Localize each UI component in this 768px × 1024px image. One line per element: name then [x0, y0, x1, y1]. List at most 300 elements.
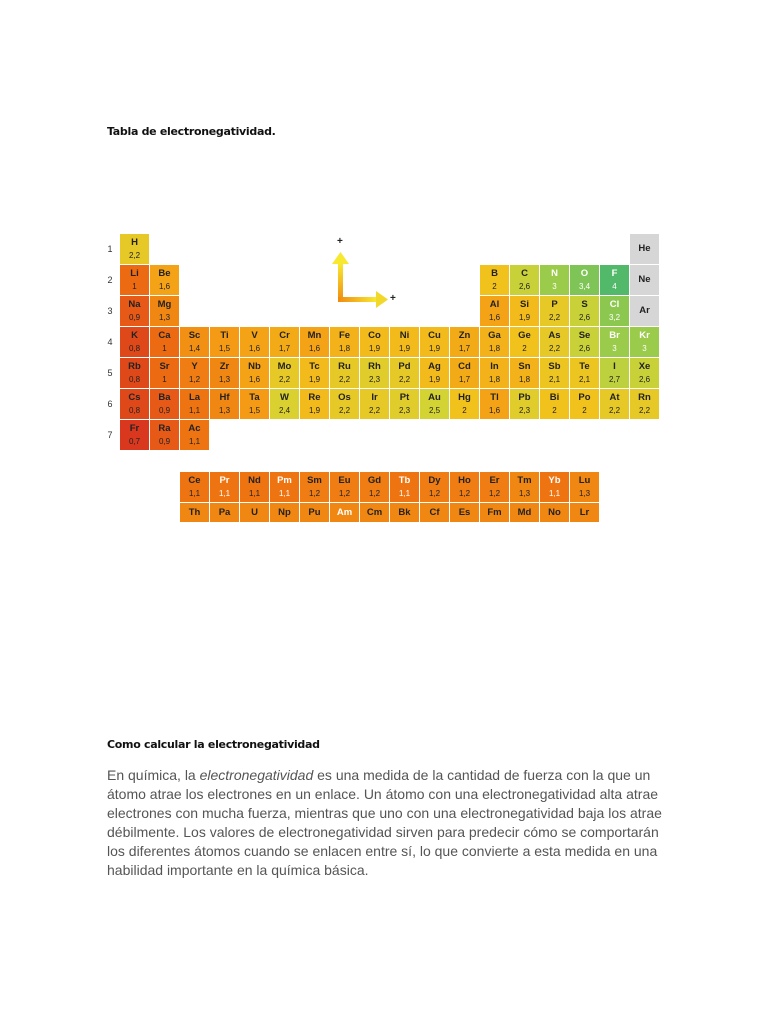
element-cell-fe [330, 327, 359, 357]
electronegativity-value: 1,9 [308, 406, 321, 415]
element-symbol: Fe [338, 330, 351, 341]
electronegativity-value: 1,6 [248, 375, 261, 384]
element-symbol: Co [368, 330, 381, 341]
element-symbol: Es [458, 507, 471, 518]
electronegativity-value: 2,6 [578, 344, 591, 353]
element-symbol: Fr [129, 423, 140, 434]
electronegativity-value: 1,8 [488, 344, 501, 353]
electronegativity-value: 1,3 [218, 406, 231, 415]
electronegativity-value: 2 [462, 406, 467, 415]
element-cell-co [360, 327, 389, 357]
electronegativity-value: 1,1 [188, 489, 201, 498]
element-symbol: Ca [158, 330, 171, 341]
element-symbol: Hg [458, 392, 471, 403]
element-cell-ni [390, 327, 419, 357]
right-plus-label: + [390, 293, 396, 304]
element-symbol: Pb [518, 392, 531, 403]
element-symbol: Ra [158, 423, 171, 434]
element-cell-ge [510, 327, 539, 357]
element-cell-sb [540, 358, 569, 388]
element-cell-br [600, 327, 629, 357]
element-cell-in [480, 358, 509, 388]
element-symbol: Gd [367, 475, 382, 486]
electronegativity-value: 1,6 [308, 344, 321, 353]
element-cell-hg [450, 389, 479, 419]
element-cell-u [240, 503, 269, 522]
page-title: Tabla de electronegatividad. [107, 125, 276, 138]
electronegativity-value: 1,1 [218, 489, 231, 498]
electronegativity-value: 1,1 [188, 437, 201, 446]
element-cell-cm [360, 503, 389, 522]
element-cell-y [180, 358, 209, 388]
element-symbol: Li [130, 268, 139, 279]
element-symbol: Sb [548, 361, 561, 372]
element-symbol: La [188, 392, 201, 403]
element-symbol: P [551, 299, 558, 310]
element-symbol: Cu [428, 330, 441, 341]
element-symbol: Md [517, 507, 532, 518]
element-cell-be [150, 265, 179, 295]
element-symbol: Cl [609, 299, 620, 310]
element-symbol: Eu [338, 475, 351, 486]
element-cell-ce [180, 472, 209, 502]
electronegativity-value: 2,3 [518, 406, 531, 415]
electronegativity-value: 1,1 [248, 489, 261, 498]
element-symbol: Be [158, 268, 171, 279]
electronegativity-value: 1,9 [308, 375, 321, 384]
element-cell-o [570, 265, 599, 295]
element-symbol: Ta [249, 392, 260, 403]
element-cell-xe [630, 358, 659, 388]
element-cell-ga [480, 327, 509, 357]
element-cell-np [270, 503, 299, 522]
element-symbol: At [609, 392, 620, 403]
period-label: 7 [107, 430, 113, 440]
element-cell-ru [330, 358, 359, 388]
electronegativity-value: 3,2 [608, 313, 621, 322]
element-symbol: Zr [219, 361, 230, 372]
electronegativity-value: 1,6 [158, 282, 171, 291]
electronegativity-value: 2,2 [548, 313, 561, 322]
electronegativity-value: 1,7 [458, 344, 471, 353]
element-symbol: Rh [368, 361, 381, 372]
electronegativity-value: 2,2 [338, 375, 351, 384]
period-label: 1 [107, 244, 113, 254]
element-cell-bk [390, 503, 419, 522]
element-cell-na [120, 296, 149, 326]
electronegativity-value: 1,9 [428, 375, 441, 384]
element-symbol: O [580, 268, 589, 279]
element-cell-ba [150, 389, 179, 419]
element-symbol: Ce [188, 475, 201, 486]
electronegativity-value: 2,6 [518, 282, 531, 291]
element-symbol: Cm [366, 507, 383, 518]
element-cell-sn [510, 358, 539, 388]
element-symbol: Fm [487, 507, 502, 518]
element-symbol: Pt [399, 392, 410, 403]
electronegativity-value: 1,2 [488, 489, 501, 498]
element-symbol: Ba [158, 392, 171, 403]
electronegativity-value: 2,2 [128, 251, 141, 260]
element-cell-au [420, 389, 449, 419]
electronegativity-value: 1 [162, 344, 167, 353]
period-label: 4 [107, 337, 113, 347]
element-cell-rb [120, 358, 149, 388]
element-cell-lu [570, 472, 599, 502]
element-cell-he [630, 234, 659, 264]
electronegativity-value: 1,5 [248, 406, 261, 415]
element-cell-zr [210, 358, 239, 388]
element-cell-tb [390, 472, 419, 502]
element-cell-zn [450, 327, 479, 357]
element-symbol: Rn [638, 392, 651, 403]
element-cell-cl [600, 296, 629, 326]
element-symbol: N [551, 268, 558, 279]
element-symbol: As [548, 330, 561, 341]
element-cell-er [480, 472, 509, 502]
element-symbol: Zn [458, 330, 471, 341]
element-symbol: Pu [308, 507, 321, 518]
element-symbol: Sn [518, 361, 531, 372]
section-heading: Como calcular la electronegatividad [107, 738, 320, 751]
paragraph-emphasis: electronegatividad [199, 767, 314, 783]
element-cell-rh [360, 358, 389, 388]
element-symbol: Tc [309, 361, 320, 372]
electronegativity-value: 2,2 [398, 375, 411, 384]
period-label: 6 [107, 399, 113, 409]
electronegativity-value: 1,2 [188, 375, 201, 384]
electronegativity-value: 1,1 [398, 489, 411, 498]
element-cell-mg [150, 296, 179, 326]
element-symbol: Mn [307, 330, 322, 341]
electronegativity-value: 1,7 [458, 375, 471, 384]
element-symbol: Cd [458, 361, 471, 372]
element-symbol: I [613, 361, 616, 372]
element-symbol: Ar [639, 305, 650, 316]
element-cell-sr [150, 358, 179, 388]
element-cell-te [570, 358, 599, 388]
electronegativity-value: 1,3 [218, 375, 231, 384]
element-symbol: Tm [517, 475, 532, 486]
element-symbol: S [581, 299, 588, 310]
element-cell-sc [180, 327, 209, 357]
element-symbol: Nd [248, 475, 261, 486]
element-symbol: Mg [157, 299, 172, 310]
electronegativity-value: 1,2 [308, 489, 321, 498]
body-paragraph [107, 766, 667, 880]
element-cell-tm [510, 472, 539, 502]
period-label: 2 [107, 275, 113, 285]
element-cell-at [600, 389, 629, 419]
element-symbol: Pa [218, 507, 231, 518]
element-symbol: U [251, 507, 258, 518]
electronegativity-value: 1 [162, 375, 167, 384]
element-symbol: Po [578, 392, 591, 403]
electronegativity-value: 0,8 [128, 375, 141, 384]
element-cell-pr [210, 472, 239, 502]
element-symbol: Ag [428, 361, 441, 372]
element-cell-ti [210, 327, 239, 357]
element-symbol: Cf [429, 507, 440, 518]
up-plus-label: + [337, 236, 343, 247]
electronegativity-value: 3 [642, 344, 647, 353]
electronegativity-value: 1,2 [338, 489, 351, 498]
element-symbol: Ho [458, 475, 471, 486]
electronegativity-value: 1,9 [398, 344, 411, 353]
element-cell-w [270, 389, 299, 419]
electronegativity-value: 2,1 [578, 375, 591, 384]
element-cell-ra [150, 420, 179, 450]
element-symbol: Kr [639, 330, 650, 341]
electronegativity-value: 3 [612, 344, 617, 353]
element-symbol: H [131, 237, 138, 248]
period-label: 5 [107, 368, 113, 378]
electronegativity-value: 2 [582, 406, 587, 415]
element-symbol: Ne [638, 274, 651, 285]
element-symbol: B [491, 268, 498, 279]
electronegativity-value: 1,8 [338, 344, 351, 353]
electronegativity-value: 1,5 [218, 344, 231, 353]
element-symbol: Sc [188, 330, 201, 341]
element-symbol: Bk [398, 507, 411, 518]
electronegativity-value: 0,8 [128, 344, 141, 353]
element-cell-se [570, 327, 599, 357]
element-cell-rn [630, 389, 659, 419]
element-cell-i [600, 358, 629, 388]
element-symbol: Se [578, 330, 591, 341]
electronegativity-value: 1,4 [188, 344, 201, 353]
element-symbol: Rb [128, 361, 141, 372]
electronegativity-value: 1,8 [518, 375, 531, 384]
electronegativity-value: 2,2 [278, 375, 291, 384]
element-symbol: Re [308, 392, 321, 403]
element-symbol: Ir [371, 392, 378, 403]
element-symbol: F [611, 268, 618, 279]
element-symbol: Ti [220, 330, 229, 341]
element-cell-ac [180, 420, 209, 450]
element-cell-al [480, 296, 509, 326]
element-symbol: Ga [488, 330, 501, 341]
element-symbol: Ac [188, 423, 201, 434]
element-cell-pt [390, 389, 419, 419]
electronegativity-value: 2 [492, 282, 497, 291]
element-cell-b [480, 265, 509, 295]
electronegativity-value: 1,3 [578, 489, 591, 498]
electronegativity-value: 1 [132, 282, 137, 291]
electronegativity-value: 1,7 [278, 344, 291, 353]
electronegativity-value: 1,2 [368, 489, 381, 498]
electronegativity-value: 2,3 [398, 406, 411, 415]
electronegativity-value: 1,1 [278, 489, 291, 498]
electronegativity-value: 2,2 [338, 406, 351, 415]
element-cell-pa [210, 503, 239, 522]
element-cell-li [120, 265, 149, 295]
element-symbol: Pr [219, 475, 230, 486]
element-cell-md [510, 503, 539, 522]
element-cell-lr [570, 503, 599, 522]
element-symbol: Er [489, 475, 500, 486]
element-cell-cr [270, 327, 299, 357]
element-symbol: Au [428, 392, 441, 403]
element-cell-am [330, 503, 359, 522]
element-symbol: Mo [277, 361, 292, 372]
element-symbol: Sr [159, 361, 170, 372]
electronegativity-value: 2,6 [578, 313, 591, 322]
trend-arrows [328, 236, 408, 316]
electronegativity-value: 2,4 [278, 406, 291, 415]
electronegativity-value: 1,2 [458, 489, 471, 498]
element-symbol: K [131, 330, 138, 341]
element-symbol: Lu [578, 475, 591, 486]
electronegativity-value: 1,1 [188, 406, 201, 415]
electronegativity-value: 1,6 [488, 406, 501, 415]
element-symbol: Xe [638, 361, 651, 372]
element-cell-ag [420, 358, 449, 388]
electronegativity-value: 2,7 [608, 375, 621, 384]
element-symbol: Si [520, 299, 529, 310]
element-cell-es [450, 503, 479, 522]
electronegativity-value: 0,8 [128, 406, 141, 415]
electronegativity-value: 0,9 [128, 313, 141, 322]
element-symbol: Cs [128, 392, 141, 403]
element-cell-tc [300, 358, 329, 388]
element-symbol: Hf [219, 392, 230, 403]
element-cell-v [240, 327, 269, 357]
electronegativity-value: 1,9 [428, 344, 441, 353]
element-cell-no [540, 503, 569, 522]
element-cell-pd [390, 358, 419, 388]
electronegativity-value: 2 [522, 344, 527, 353]
element-cell-p [540, 296, 569, 326]
element-cell-ta [240, 389, 269, 419]
element-cell-k [120, 327, 149, 357]
electronegativity-value: 2,1 [548, 375, 561, 384]
element-cell-nd [240, 472, 269, 502]
element-cell-gd [360, 472, 389, 502]
element-symbol: Na [128, 299, 141, 310]
element-symbol: Np [278, 507, 291, 518]
element-cell-ir [360, 389, 389, 419]
element-cell-as [540, 327, 569, 357]
electronegativity-value: 1,6 [488, 313, 501, 322]
element-cell-sm [300, 472, 329, 502]
element-cell-h [120, 234, 149, 264]
electronegativity-value: 2,6 [638, 375, 651, 384]
element-symbol: Tl [490, 392, 499, 403]
trend-arrows-icon [328, 236, 408, 316]
element-cell-bi [540, 389, 569, 419]
electronegativity-value: 1,8 [488, 375, 501, 384]
electronegativity-value: 1,3 [158, 313, 171, 322]
electronegativity-value: 2,2 [608, 406, 621, 415]
element-cell-cd [450, 358, 479, 388]
electronegativity-value: 0,7 [128, 437, 141, 446]
element-cell-eu [330, 472, 359, 502]
element-cell-s [570, 296, 599, 326]
element-symbol: Tb [398, 475, 411, 486]
element-symbol: Ni [399, 330, 410, 341]
element-symbol: Ru [338, 361, 351, 372]
electronegativity-value: 2,5 [428, 406, 441, 415]
element-cell-dy [420, 472, 449, 502]
element-symbol: In [490, 361, 499, 372]
element-symbol: Br [609, 330, 620, 341]
element-symbol: Pm [277, 475, 292, 486]
element-cell-cf [420, 503, 449, 522]
electronegativity-value: 1,9 [518, 313, 531, 322]
element-symbol: Sm [307, 475, 322, 486]
element-cell-ca [150, 327, 179, 357]
electronegativity-value: 2,2 [638, 406, 651, 415]
electronegativity-value: 0,9 [158, 437, 171, 446]
element-cell-pm [270, 472, 299, 502]
electronegativity-value: 2 [552, 406, 557, 415]
electronegativity-value: 2,2 [368, 406, 381, 415]
electronegativity-value: 3,4 [578, 282, 591, 291]
electronegativity-value: 1,9 [368, 344, 381, 353]
element-symbol: Pd [398, 361, 411, 372]
element-cell-os [330, 389, 359, 419]
element-symbol: Te [579, 361, 590, 372]
element-symbol: Ge [518, 330, 531, 341]
element-symbol: V [251, 330, 258, 341]
element-cell-mo [270, 358, 299, 388]
element-symbol: Am [336, 507, 353, 518]
element-symbol: Cr [279, 330, 290, 341]
element-cell-cs [120, 389, 149, 419]
element-cell-ho [450, 472, 479, 502]
element-symbol: Al [489, 299, 500, 310]
element-symbol: Nb [248, 361, 261, 372]
paragraph-body: es una medida de la cantidad de fuerza con la que un átomo atrae los electrones en un enlace. Un átomo con una electronegatividad alta atrae electrones con mucha fuerza, mientras que uno con una electronegatividad baja los atrae débilmente. Los valores de electronegatividad sirven para predecir cómo se comportarán los diferentes átomos cuando se enlacen entre sí, lo que convierte a esta medida en una habilidad importante en la química básica. [107, 767, 662, 878]
element-cell-yb [540, 472, 569, 502]
element-symbol: Lr [579, 507, 590, 518]
element-cell-ar [630, 296, 659, 326]
element-symbol: Dy [428, 475, 441, 486]
element-symbol: C [521, 268, 528, 279]
paragraph-intro: En química, la [107, 767, 200, 783]
element-cell-th [180, 503, 209, 522]
element-cell-pb [510, 389, 539, 419]
element-cell-ne [630, 265, 659, 295]
electronegativity-value: 0,9 [158, 406, 171, 415]
element-cell-cu [420, 327, 449, 357]
electronegativity-value: 3 [552, 282, 557, 291]
element-cell-la [180, 389, 209, 419]
element-symbol: He [638, 243, 651, 254]
electronegativity-value: 1,6 [248, 344, 261, 353]
element-cell-hf [210, 389, 239, 419]
element-cell-kr [630, 327, 659, 357]
element-cell-fm [480, 503, 509, 522]
electronegativity-value: 4 [612, 282, 617, 291]
element-symbol: No [548, 507, 561, 518]
element-cell-re [300, 389, 329, 419]
element-cell-mn [300, 327, 329, 357]
element-cell-tl [480, 389, 509, 419]
electronegativity-value: 2,3 [368, 375, 381, 384]
period-label: 3 [107, 306, 113, 316]
element-cell-nb [240, 358, 269, 388]
element-symbol: Os [338, 392, 351, 403]
element-cell-pu [300, 503, 329, 522]
element-cell-fr [120, 420, 149, 450]
electronegativity-value: 1,1 [548, 489, 561, 498]
element-cell-n [540, 265, 569, 295]
electronegativity-value: 1,3 [518, 489, 531, 498]
element-cell-po [570, 389, 599, 419]
element-cell-si [510, 296, 539, 326]
